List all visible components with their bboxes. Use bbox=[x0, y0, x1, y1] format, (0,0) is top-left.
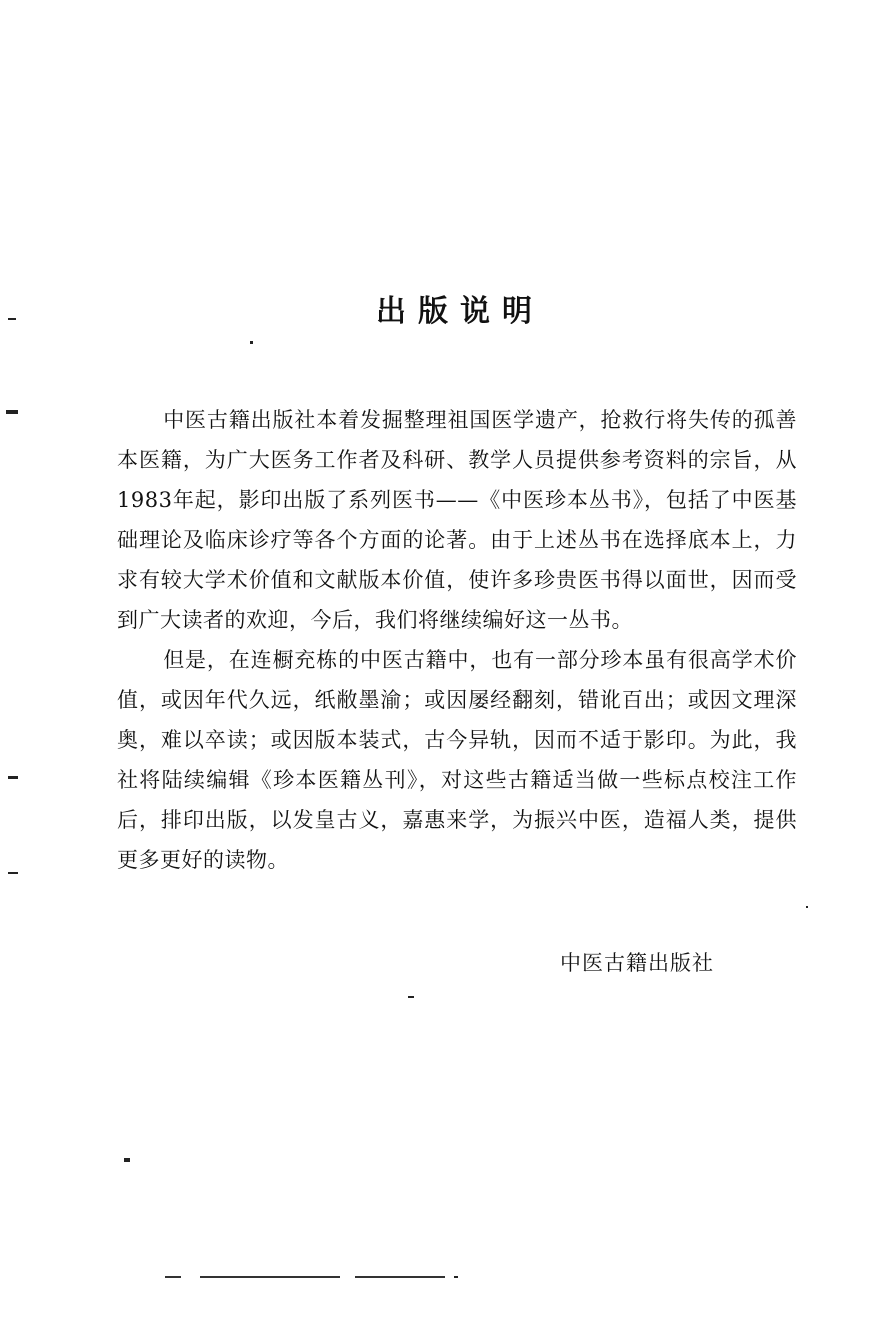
scan-line bbox=[200, 1276, 340, 1278]
paragraph-1: 中医古籍出版社本着发掘整理祖国医学遗产，抢救行将失传的孤善本医籍，为广大医务工作者及科研、教学人员提供参考资料的宗旨，从1983年起，影印出版了系列医书——《中医珍本丛书》，包括了中医基础理论及临床诊疗等各个方面的论著。由于上述丛书在选择底本上，力求有较大学术价值和文献版本价值，使许多珍贵医书得以面世，因而受到广大读者的欢迎，今后，我们将继续编好这一丛书。 bbox=[117, 408, 797, 632]
scan-speck bbox=[8, 318, 16, 320]
document-body bbox=[117, 400, 797, 880]
scan-speck bbox=[124, 1158, 130, 1162]
scan-speck bbox=[454, 1276, 458, 1278]
paragraph-2: 但是，在连橱充栋的中医古籍中，也有一部分珍本虽有很高学术价值，或因年代久远，纸敝墨渝；或因屡经翻刻，错讹百出；或因文理深奥，难以卒读；或因版本装式，古今异轨，因而不适于影印。为此，我社将陆续编辑《珍本医籍丛刊》，对这些古籍适当做一些标点校注工作后，排印出版，以发皇古义，嘉惠来学，为振兴中医，造福人类，提供更多更好的读物。 bbox=[117, 648, 797, 872]
scan-speck bbox=[806, 906, 808, 908]
scan-line bbox=[355, 1276, 445, 1278]
page-title: 出版说明 bbox=[376, 294, 544, 329]
scan-speck bbox=[6, 410, 18, 414]
scan-line bbox=[165, 1276, 181, 1278]
scan-speck bbox=[250, 341, 253, 344]
scan-speck bbox=[8, 872, 18, 874]
scan-speck bbox=[8, 776, 18, 779]
scan-speck bbox=[408, 996, 414, 998]
publisher-signature: 中医古籍出版社 bbox=[560, 951, 714, 975]
